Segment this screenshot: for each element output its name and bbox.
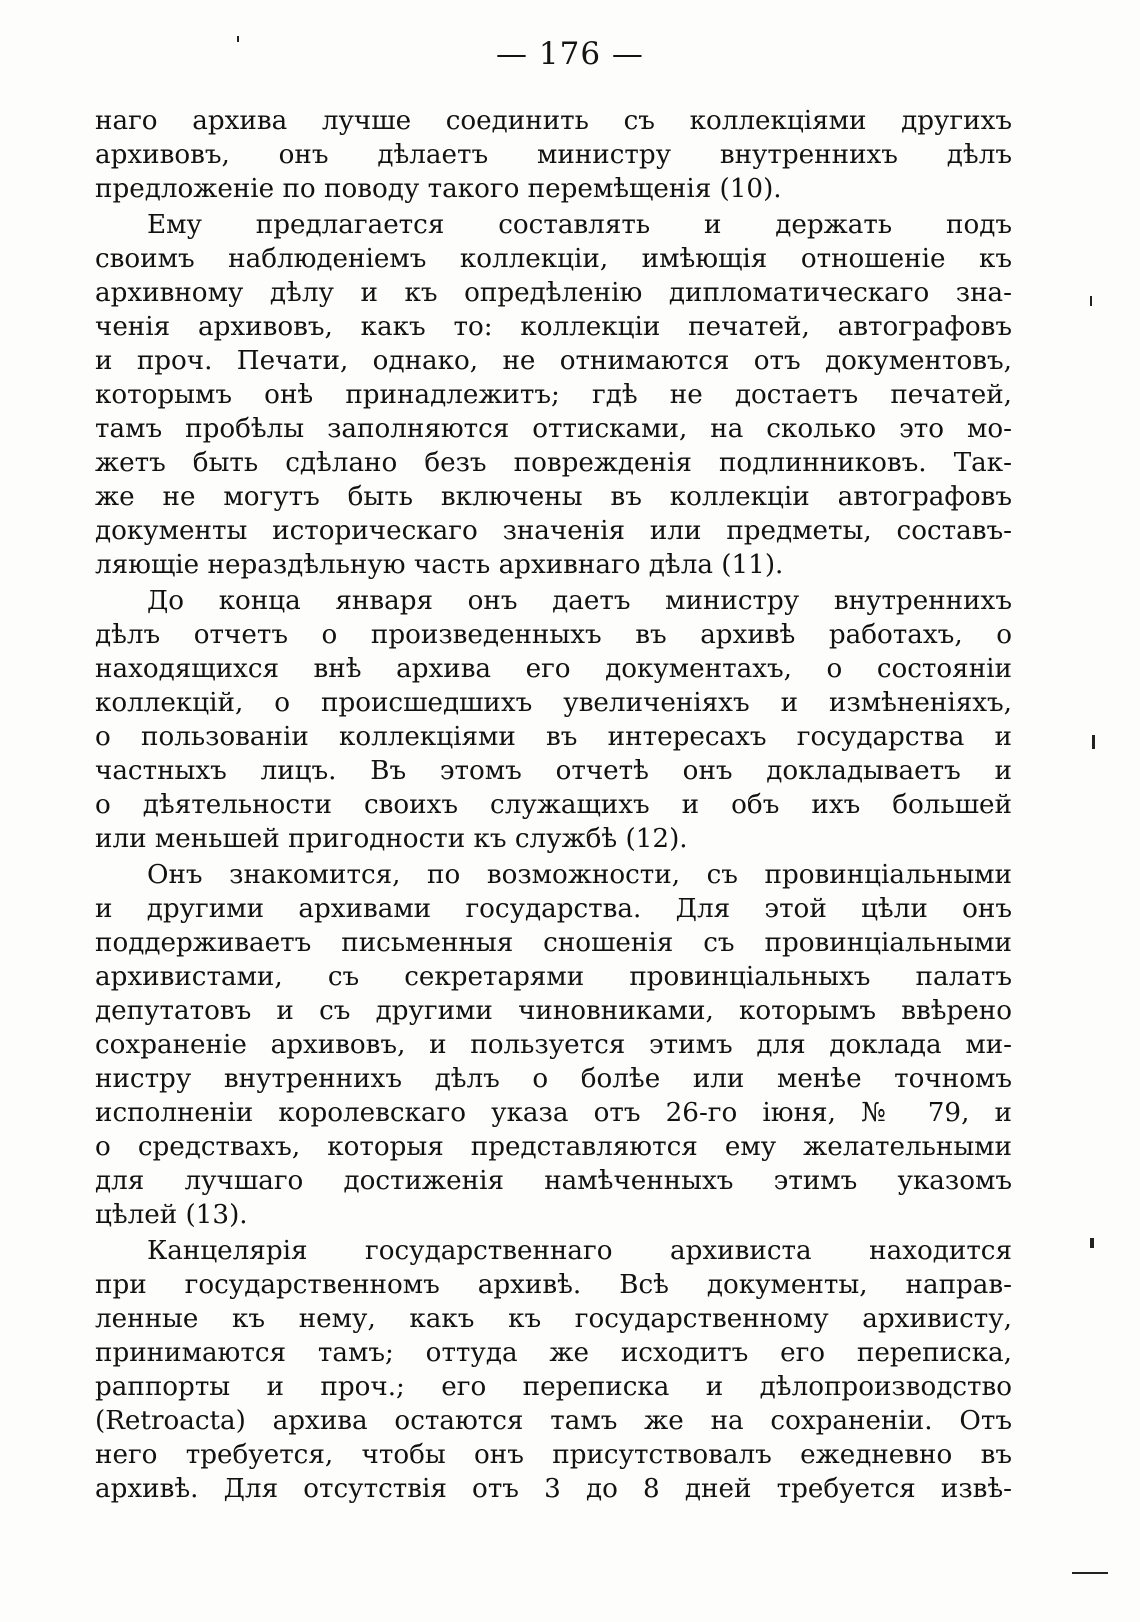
page-number: — 176 —	[496, 36, 644, 72]
paragraph-2	[95, 208, 1012, 582]
text-line: при государственномъ архивѣ. Всѣ документы, направ-	[95, 1270, 1012, 1300]
paragraph-5	[95, 1234, 1012, 1506]
paragraph-4	[95, 858, 1012, 1232]
text-line: (Retroacta) архива остаются тамъ же на сохраненіи. Отъ	[95, 1406, 1012, 1436]
text-line: исполненіи королевскаго указа отъ 26-го іюня, № 79, и	[95, 1098, 1012, 1128]
text-line: о дѣятельности своихъ служащихъ и объ ихъ большей	[95, 790, 1012, 820]
text-line: наго архива лучше соединить съ коллекціями другихъ	[95, 106, 1012, 136]
text-line: ченія архивовъ, какъ то: коллекціи печатей, автографовъ	[95, 312, 1012, 342]
text-line: раппорты и проч.; его переписка и дѣлопроизводство	[95, 1372, 1012, 1402]
text-line: архивѣ. Для отсутствія отъ 3 до 8 дней требуется извѣ-	[95, 1474, 1012, 1504]
text-line: о пользованіи коллекціями въ интересахъ государства и	[95, 722, 1012, 752]
text-line: До конца января онъ даетъ министру внутреннихъ	[147, 586, 1012, 616]
scan-mark	[237, 36, 239, 42]
text-line: архивному дѣлу и къ опредѣленію дипломатическаго зна-	[95, 278, 1012, 308]
paragraph-3	[95, 584, 1012, 856]
text-line: Канцелярія государственнаго архивиста находится	[147, 1236, 1012, 1266]
text-line: и проч. Печати, однако, не отнимаются отъ документовъ,	[95, 346, 1012, 376]
text-line: цѣлей (13).	[95, 1200, 248, 1230]
text-line: нистру внутреннихъ дѣлъ о болѣе или менѣе точномъ	[95, 1064, 1012, 1094]
text-line: или меньшей пригодности къ службѣ (12).	[95, 824, 688, 854]
body-text	[95, 104, 1012, 1508]
text-line: архивистами, съ секретарями провинціальныхъ палатъ	[95, 962, 1012, 992]
text-line: которымъ онѣ принадлежитъ; гдѣ не достаетъ печатей,	[95, 380, 1012, 410]
text-line: Ему предлагается составлять и держать подъ	[147, 210, 1012, 240]
text-line: находящихся внѣ архива его документахъ, о состояніи	[95, 654, 1012, 684]
text-line: для лучшаго достиженія намѣченныхъ этимъ указомъ	[95, 1166, 1012, 1196]
text-line: тамъ пробѣлы заполняются оттисками, на сколько это мо-	[95, 414, 1012, 444]
text-line: архивовъ, онъ дѣлаетъ министру внутреннихъ дѣлъ	[95, 140, 1012, 170]
text-line: коллекцій, о происшедшихъ увеличеніяхъ и измѣненіяхъ,	[95, 688, 1012, 718]
text-line: сохраненіе архивовъ, и пользуется этимъ для доклада ми-	[95, 1030, 1012, 1060]
scan-mark	[1092, 735, 1095, 749]
text-line: частныхъ лицъ. Въ этомъ отчетѣ онъ докладываетъ и	[95, 756, 1012, 786]
text-line: документы историческаго значенія или предметы, составъ-	[95, 516, 1012, 546]
text-line: же не могутъ быть включены въ коллекціи автографовъ	[95, 482, 1012, 512]
text-line: предложеніе по поводу такого перемѣщенія (10).	[95, 174, 782, 204]
text-line: своимъ наблюденіемъ коллекціи, имѣющія отношеніе къ	[95, 244, 1012, 274]
text-line: и другими архивами государства. Для этой цѣли онъ	[95, 894, 1012, 924]
text-line: поддерживаетъ письменныя сношенія съ провинціальными	[95, 928, 1012, 958]
text-line: принимаются тамъ; оттуда же исходитъ его переписка,	[95, 1338, 1012, 1368]
text-line: жетъ быть сдѣлано безъ поврежденія подлинниковъ. Так-	[95, 448, 1012, 478]
text-line: ленные къ нему, какъ къ государственному архивисту,	[95, 1304, 1012, 1334]
text-line: него требуется, чтобы онъ присутствовалъ ежедневно въ	[95, 1440, 1012, 1470]
scan-mark	[1090, 1238, 1094, 1248]
scan-mark	[1072, 1572, 1108, 1574]
text-line: депутатовъ и съ другими чиновниками, которымъ ввѣрено	[95, 996, 1012, 1026]
text-line: о средствахъ, которыя представляются ему желательными	[95, 1132, 1012, 1162]
scan-mark	[1090, 296, 1092, 306]
text-line: ляющіе нераздѣльную часть архивнаго дѣла (11).	[95, 550, 784, 580]
text-line: Онъ знакомится, по возможности, съ провинціальными	[147, 860, 1012, 890]
paragraph-1	[95, 104, 1012, 206]
text-line: дѣлъ отчетъ о произведенныхъ въ архивѣ работахъ, о	[95, 620, 1012, 650]
